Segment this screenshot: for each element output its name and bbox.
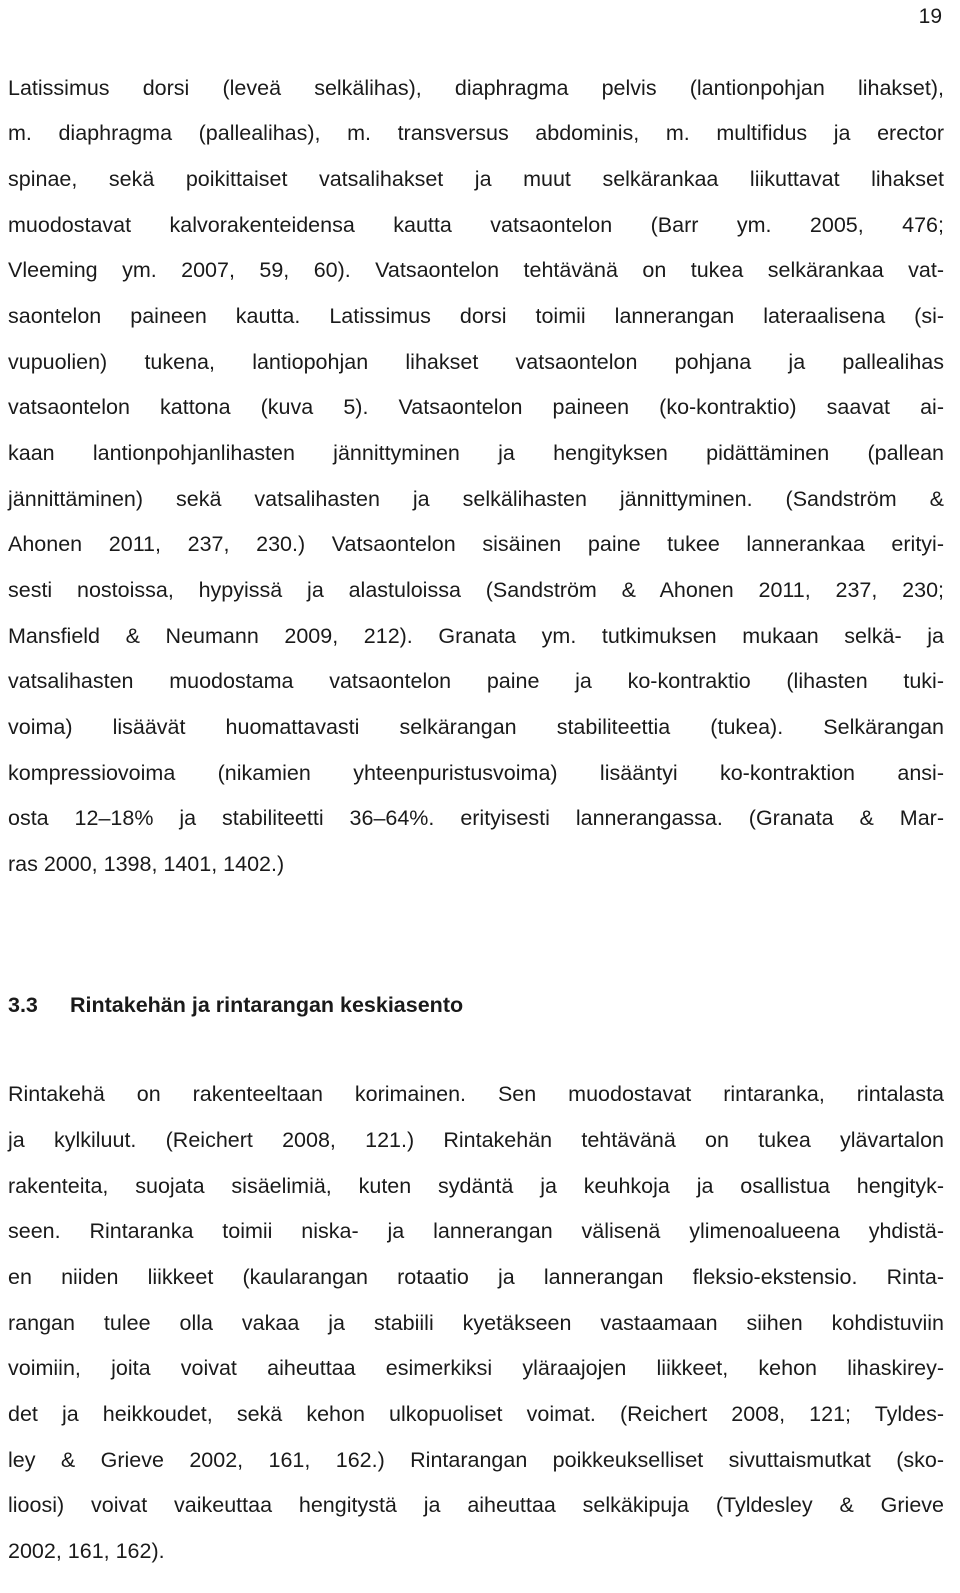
text-line: ras 2000, 1398, 1401, 1402.) [8, 852, 285, 876]
text-line: kompressiovoima (nikamien yhteenpuristusvoima) lisääntyi ko-kontraktion ansi- [8, 761, 944, 785]
section-heading [8, 990, 463, 1020]
text-line: kaan lantionpohjanlihasten jännittyminen ja hengityksen pidättäminen (pallean [8, 441, 944, 465]
text-line: en niiden liikkeet (kaularangan rotaatio ja lannerangan fleksio-ekstensio. Rinta- [8, 1265, 944, 1289]
text-line: osta 12–18% ja stabiliteetti 36–64%. erityisesti lannerangassa. (Granata & Mar- [8, 806, 944, 830]
text-line: vatsaontelon kattona (kuva 5). Vatsaontelon paineen (ko-kontraktio) saavat ai- [8, 395, 944, 419]
text-line: ley & Grieve 2002, 161, 162.) Rintarangan poikkeukselliset sivuttaismutkat (sko- [8, 1448, 944, 1472]
text-line: det ja heikkoudet, sekä kehon ulkopuoliset voimat. (Reichert 2008, 121; Tyldes- [8, 1402, 944, 1426]
text-line: sesti nostoissa, hypyissä ja alastuloissa (Sandström & Ahonen 2011, 237, 230; [8, 578, 944, 602]
text-line: voima) lisäävät huomattavasti selkärangan stabiliteettia (tukea). Selkärangan [8, 715, 944, 739]
page-number: 19 [918, 5, 942, 28]
text-line: ja kylkiluut. (Reichert 2008, 121.) Rintakehän tehtävänä on tukea ylävartalon [8, 1128, 944, 1152]
text-line: lioosi) voivat vaikeuttaa hengitystä ja aiheuttaa selkäkipuja (Tyldesley & Grieve [8, 1493, 944, 1517]
text-line: vatsalihasten muodostama vatsaontelon paine ja ko-kontraktio (lihasten tuki- [8, 669, 944, 693]
text-line: saontelon paineen kautta. Latissimus dorsi toimii lannerangan lateraalisena (si- [8, 304, 944, 328]
text-line: spinae, sekä poikittaiset vatsalihakset ja muut selkärankaa liikuttavat lihakset [8, 167, 944, 191]
text-line: muodostavat kalvorakenteidensa kautta vatsaontelon (Barr ym. 2005, 476; [8, 213, 944, 237]
text-line: Vleeming ym. 2007, 59, 60). Vatsaontelon tehtävänä on tukea selkärankaa vat- [8, 258, 944, 282]
text-line: vupuolien) tukena, lantiopohjan lihakset vatsaontelon pohjana ja pallealihas [8, 350, 944, 374]
text-line: rakenteita, suojata sisäelimiä, kuten sydäntä ja keuhkoja ja osallistua hengityk- [8, 1174, 944, 1198]
text-line: rangan tulee olla vakaa ja stabiili kyetäkseen vastaamaan siihen kohdistuviin [8, 1311, 944, 1335]
text-line: 2002, 161, 162). [8, 1539, 165, 1563]
text-line: Latissimus dorsi (leveä selkälihas), diaphragma pelvis (lantionpohjan lihakset), [8, 76, 944, 100]
text-line: Rintakehä on rakenteeltaan korimainen. Sen muodostavat rintaranka, rintalasta [8, 1082, 944, 1106]
text-line: voimiin, joita voivat aiheuttaa esimerkiksi yläraajojen liikkeet, kehon lihaskirey- [8, 1356, 944, 1380]
text-line: jännittäminen) sekä vatsalihasten ja selkälihasten jännittyminen. (Sandström & [8, 487, 944, 511]
text-line: Mansfield & Neumann 2009, 212). Granata ym. tutkimuksen mukaan selkä- ja [8, 624, 944, 648]
section-number: 3.3 [8, 993, 38, 1017]
text-line: m. diaphragma (pallealihas), m. transversus abdominis, m. multifidus ja erector [8, 121, 944, 145]
section-title: Rintakehän ja rintarangan keskiasento [70, 993, 464, 1017]
text-line: Ahonen 2011, 237, 230.) Vatsaontelon sisäinen paine tukee lannerankaa erityi- [8, 532, 944, 556]
text-line: seen. Rintaranka toimii niska- ja lannerangan välisenä ylimenoalueena yhdistä- [8, 1219, 944, 1243]
